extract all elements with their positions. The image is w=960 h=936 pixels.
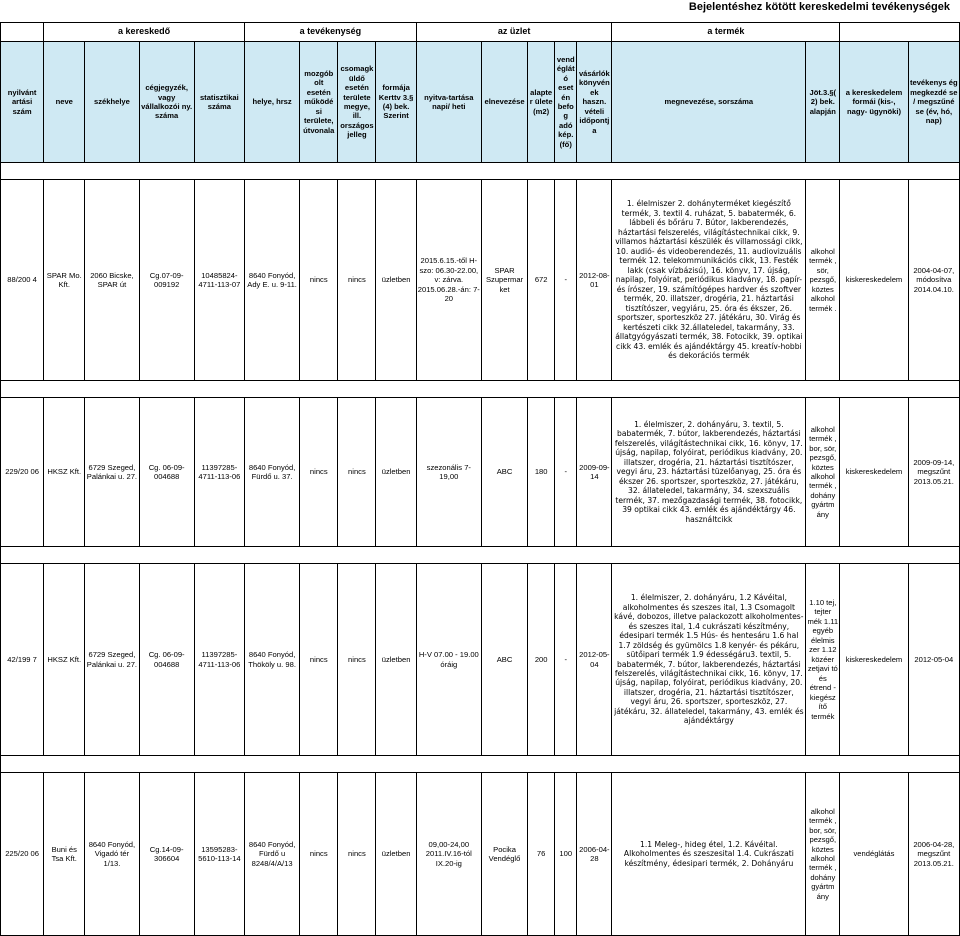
col-mozgobolt: mozgób olt esetén működé si területe, útvonala — [300, 42, 338, 163]
cell-nyilv: 42/199 7 — [1, 564, 44, 756]
col-helye: helye, hrsz — [244, 42, 299, 163]
col-vasarlok-konyve: vásárlók könyvén ek haszn. vételi időpontj a — [577, 42, 612, 163]
cell-formaja: üzletben — [376, 180, 416, 381]
cell-nyilv: 225/20 06 — [1, 773, 44, 936]
cell-neve: HKSZ Kft. — [44, 398, 85, 547]
cell-elnevezes: ABC — [481, 564, 527, 756]
cell-vasarlok: 2012-08-01 — [577, 180, 612, 381]
cell-neve: HKSZ Kft. — [44, 564, 85, 756]
cell-elnevezes: SPAR Szupermar ket — [481, 180, 527, 381]
register-table — [0, 22, 960, 936]
cell-mozgobolt: nincs — [300, 180, 338, 381]
cell-vasarlok: 2009-09-14 — [577, 398, 612, 547]
cell-cegjegyzek: Cg.07-09-009192 — [139, 180, 194, 381]
cell-megkezdes: 2009-09-14, megszűnt 2013.05.21. — [908, 398, 959, 547]
cell-vasarlok: 2006-04-28 — [577, 773, 612, 936]
group-header-row — [1, 23, 960, 42]
cell-alapterulet: 180 — [528, 398, 555, 547]
cell-befogado: - — [555, 398, 577, 547]
cell-stat: 13595283-5610-113-14 — [194, 773, 244, 936]
cell-jot: 1.10 tej, tejter mék 1.11 egyéb élelmis zer 1.12 közéer zetjavi tó és étrend - kiegész ítő termék — [806, 564, 840, 756]
table-row — [1, 180, 960, 381]
cell-helye: 8640 Fonyód, Fürdő u. 37. — [244, 398, 299, 547]
col-termek-megnevezese: megnevezése, sorszáma — [612, 42, 806, 163]
cell-mozgobolt: nincs — [300, 564, 338, 756]
cell-forma: kiskereskedelem — [840, 180, 908, 381]
cell-stat: 10485824-4711-113-07 — [194, 180, 244, 381]
cell-neve: SPAR Mo. Kft. — [44, 180, 85, 381]
group-termek: a termék — [612, 23, 840, 42]
col-csomagkuldo: csomagk üldő esetén területe megye, ill. országos jelleg — [338, 42, 376, 163]
col-kereskedelem-forma: a kereskedelem formái (kis-, nagy- ügynöki) — [840, 42, 908, 163]
column-header-row — [1, 42, 960, 163]
cell-stat: 11397285-4711-113-06 — [194, 398, 244, 547]
col-statisztikai-szam: statisztikai száma — [194, 42, 244, 163]
cell-helye: 8640 Fonyód, Thököly u. 98. — [244, 564, 299, 756]
col-megkezdes: tevékenys ég megkezdé se / megszűné se (év, hó, nap) — [908, 42, 959, 163]
cell-mozgobolt: nincs — [300, 398, 338, 547]
group-blank-left — [1, 23, 44, 42]
cell-jot: alkohol termék , bor, sör, pezsgő, köztes alkohol termék , dohány gyártm ány — [806, 398, 840, 547]
cell-nyitva: H-V 07.00 - 19.00 óráig — [416, 564, 481, 756]
col-alapterulet: alapter ülete (m2) — [528, 42, 555, 163]
table-row — [1, 564, 960, 756]
cell-cegjegyzek: Cg. 06-09-004688 — [139, 398, 194, 547]
cell-nyitva: szezonális 7-19,00 — [416, 398, 481, 547]
cell-termek: 1. élelmiszer 2. dohányterméket kiegészítő termék, 3. textil 4. ruházat, 5. babatermék, 6. lábbeli és bőráru 7. Bútor, lakberendezés, háztartási felszerelés, világítástechnikai cikk, 9. villamos háztartási készülék és villamossági cikk, 10. audió- és videoberendezés, 11. audiovizuális termék 12. telekommunikációs cikk, 13. Festék lakk (csak vízbázisú), 16. könyv, 17. újság, napilap, folyóirat, periódikus kiadvány, 18. papír- és írószer, 19. számítógépes hardver és szoftver termék, 20. illatszer, drogéria, 21. háztartási tisztítószer, vegyiáru, 25. óra és ékszer, 26. sportszer, sporteszköz 27. játékáru, 30. Virág és kertészeti cikk 32.állateledel, takarmány, 33. állatgyógyászati termék, 38. Fotocikk, 39. optikai cikk 43. emlék és ajándéktárgy 45. kreatív-hobbi és dekorációs termék — [612, 180, 806, 381]
cell-vasarlok: 2012-05-04 — [577, 564, 612, 756]
col-elnevezese: elnevezése — [481, 42, 527, 163]
group-blank-right — [840, 23, 960, 42]
row-spacer — [1, 163, 960, 180]
cell-szekhely: 2060 Bicske, SPAR út — [85, 180, 139, 381]
cell-formaja: üzletben — [376, 773, 416, 936]
col-nyitvatartas: nyitva-tartása napi/ heti — [416, 42, 481, 163]
cell-csomagkuldo: nincs — [338, 773, 376, 936]
table-row — [1, 773, 960, 936]
cell-formaja: üzletben — [376, 564, 416, 756]
cell-befogado: - — [555, 180, 577, 381]
cell-elnevezes: Pocika Vendéglő — [481, 773, 527, 936]
table-row — [1, 398, 960, 547]
cell-megkezdes: 2006-04-28, megszűnt 2013.05.21. — [908, 773, 959, 936]
group-tevekenyseg: a tevékenység — [244, 23, 416, 42]
cell-helye: 8640 Fonyód, Ady E. u. 9-11. — [244, 180, 299, 381]
cell-szekhely: 6729 Szeged, Palánkai u. 27. — [85, 398, 139, 547]
cell-alapterulet: 672 — [528, 180, 555, 381]
cell-termek: 1.1 Meleg-, hideg étel, 1.2. Kávéital. Alkoholmentes és szeszesital 1.4. Cukrászati készítmény, édesipari termék, 2. Dohányáru — [612, 773, 806, 936]
cell-szekhely: 8640 Fonyód, Vigadó tér 1/13. — [85, 773, 139, 936]
cell-megkezdes: 2004-04-07, módosítva 2014.04.10. — [908, 180, 959, 381]
col-neve: neve — [44, 42, 85, 163]
cell-termek: 1. élelmiszer, 2. dohányáru, 3. textil, 5. babatermék, 7. bútor, lakberendezés, háztartási felszerelés, világítástechnikai cikk, 16. könyv, 17. újság, napilap, folyóirat, periódikus kiadvány, 20. illatszer, drogéria, 21. háztartási tisztítószer, vegyi áru, 23. háztartási tüzelőanyag, 25. óra és ékszer 26. sportszer, sporteszköz, 27. játékáru, 32. állateledel, takarmány, 34. szexszuális termék, 37. mezőgazdasági termék, 38. fotocikk, 39 optikai cikk 43. emlék és ajándéktárgy 46. használtcikk — [612, 398, 806, 547]
cell-szekhely: 6729 Szeged, Palánkai u. 27. — [85, 564, 139, 756]
cell-megkezdes: 2012-05-04 — [908, 564, 959, 756]
cell-nyitva: 09,00-24,00 2011.IV.16-tól IX.20-ig — [416, 773, 481, 936]
cell-helye: 8640 Fonyód, Fürdő u 8248/4/A/13 — [244, 773, 299, 936]
cell-stat: 11397285-4711-113-06 — [194, 564, 244, 756]
cell-csomagkuldo: nincs — [338, 180, 376, 381]
cell-mozgobolt: nincs — [300, 773, 338, 936]
cell-befogado: 100 — [555, 773, 577, 936]
cell-cegjegyzek: Cg.14-09-306604 — [139, 773, 194, 936]
cell-befogado: - — [555, 564, 577, 756]
col-nyilvantartasi-szam: nyilvánt artási szám — [1, 42, 44, 163]
row-spacer — [1, 756, 960, 773]
col-formaja: formája Kerttv 3.§ (4) bek. Szerint — [376, 42, 416, 163]
cell-jot: alkohol termék , bor, sör, pezsgő, köztes alkohol termék , dohány gyártm ány — [806, 773, 840, 936]
cell-termek: 1. élelmiszer, 2. dohányáru, 1.2 Kávéital, alkoholmentes és szeszes ital, 1.3 Csomagolt kávé, dobozos, illetve palackozott alkoholmentes- és szeszes ital, 1.4 cukrászati készítmény, édesipari termék 1.5 Hús- és hentesáru 1.6 hal 1.7 zöldség és gyümölcs 1.8 kenyér- és pékáru, sütőipari termék 1.9 édességáru3. textil, 5. babatermék, 7. bútor, lakberendezés, háztartási felszerelés, világítástechnikai cikk, 16. könyv, 17. újság, napilap, folyóirat, periódikus kiadvány, 20. illatszer, drogéria, 21. háztartási tisztítószer, vegyi áru, 26. sportszer, sporteszköz, 27. játékáru, 32. állateledel, takarmány, 43. emlék és ajándéktárgy — [612, 564, 806, 756]
cell-forma: kiskereskedelem — [840, 398, 908, 547]
col-szekhelye: székhelye — [85, 42, 139, 163]
row-spacer — [1, 547, 960, 564]
cell-alapterulet: 200 — [528, 564, 555, 756]
cell-jot: alkohol termék , sör, pezsgő, köztes alkohol termék . — [806, 180, 840, 381]
group-kereskedo: a kereskedő — [44, 23, 245, 42]
cell-nyitva: 2015.6.15.-től H-szo: 06.30-22.00, v: zárva. 2015.06.28.-án: 7-20 — [416, 180, 481, 381]
cell-alapterulet: 76 — [528, 773, 555, 936]
col-jot: Jöt.3.§( 2) bek. alapján — [806, 42, 840, 163]
cell-formaja: üzletben — [376, 398, 416, 547]
cell-forma: kiskereskedelem — [840, 564, 908, 756]
row-spacer — [1, 381, 960, 398]
cell-forma: vendéglátás — [840, 773, 908, 936]
col-cegjegyzek: cégjegyzék, vagy vállalkozói ny. száma — [139, 42, 194, 163]
cell-cegjegyzek: Cg. 06-09-004688 — [139, 564, 194, 756]
page-title: Bejelentéshez kötött kereskedelmi tevékenységek — [688, 1, 950, 13]
cell-elnevezes: ABC — [481, 398, 527, 547]
cell-neve: Buni és Tsa Kft. — [44, 773, 85, 936]
cell-nyilv: 88/200 4 — [1, 180, 44, 381]
cell-csomagkuldo: nincs — [338, 564, 376, 756]
col-befogado: vend églát ó esetén befog adó kép. (fő) — [555, 42, 577, 163]
cell-nyilv: 229/20 06 — [1, 398, 44, 547]
group-uzlet: az üzlet — [416, 23, 612, 42]
cell-csomagkuldo: nincs — [338, 398, 376, 547]
